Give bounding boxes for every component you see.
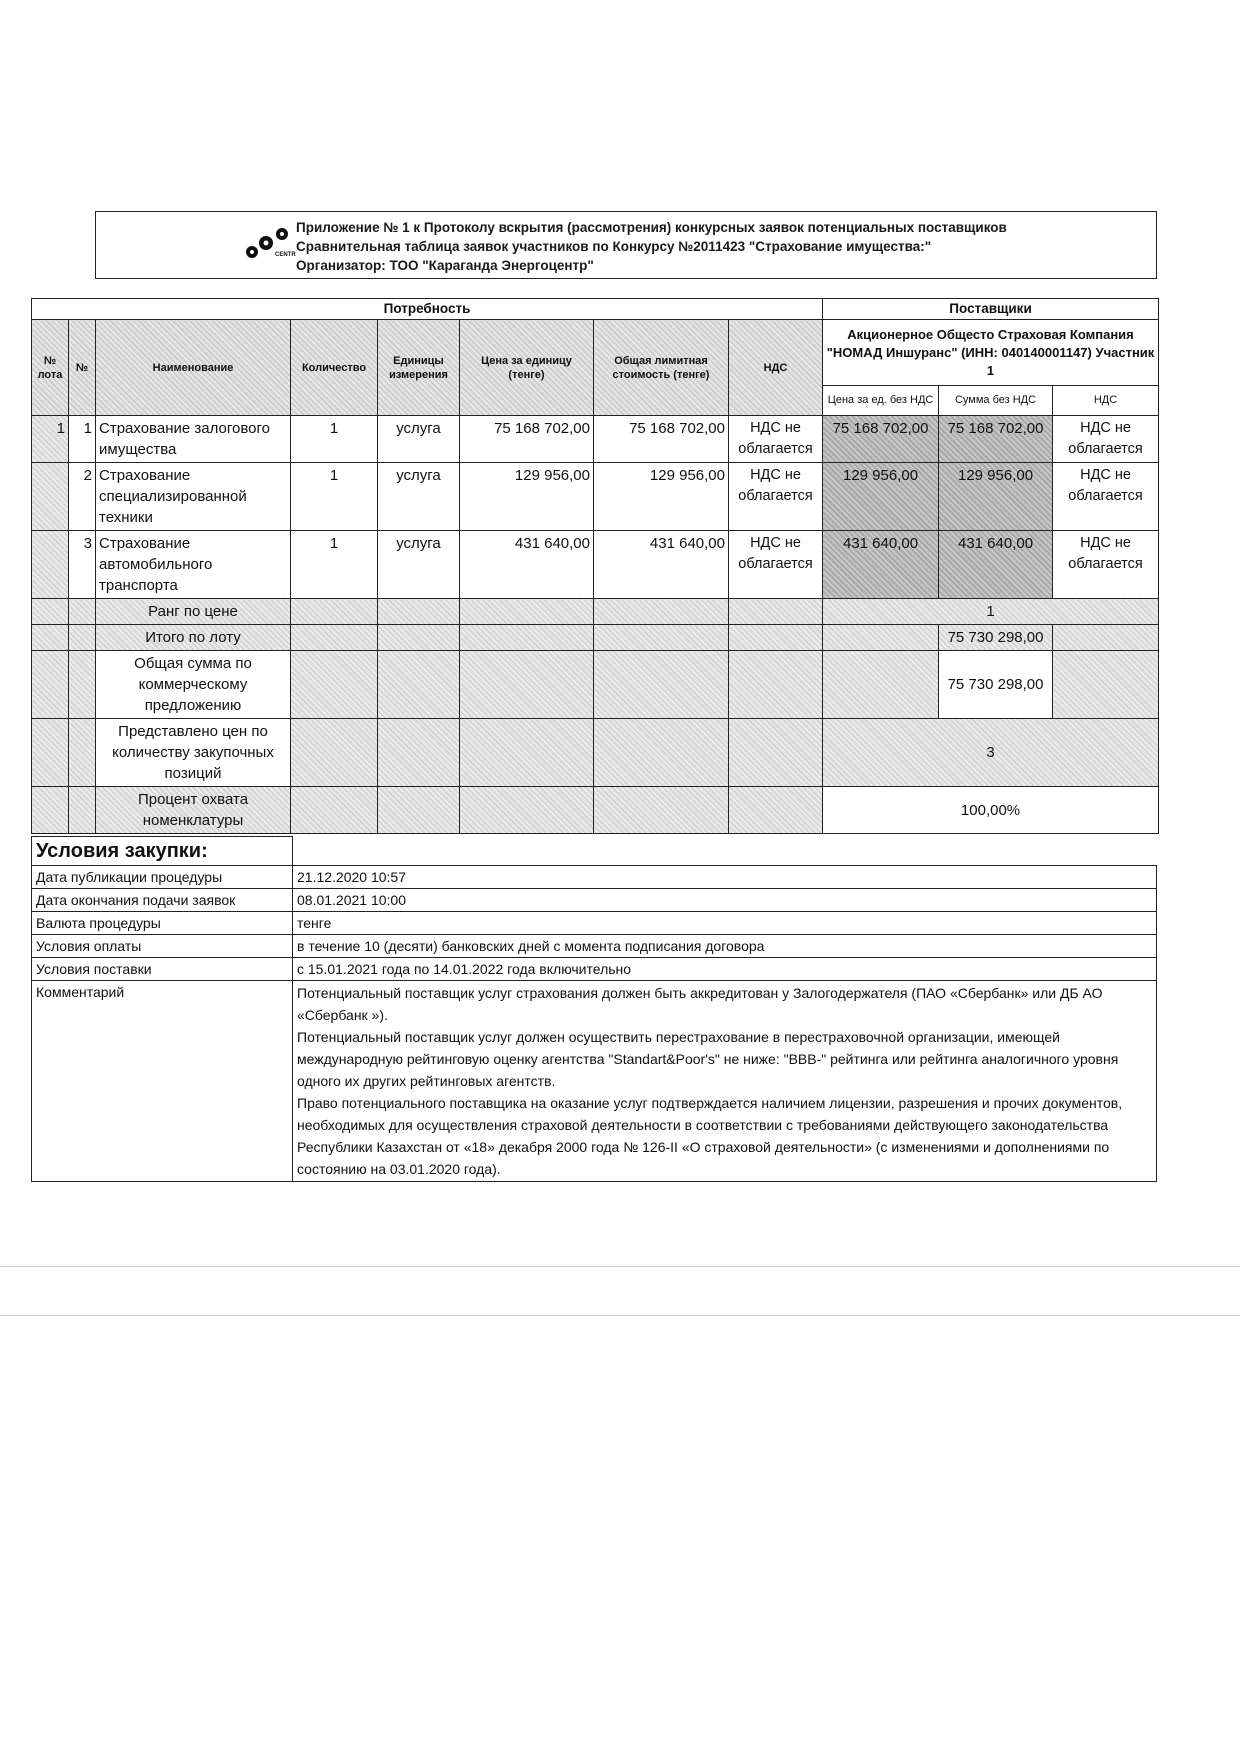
cell-total: 431 640,00 xyxy=(594,531,729,599)
condition-value: 08.01.2021 10:00 xyxy=(293,889,1157,912)
condition-row xyxy=(32,935,1157,958)
cell-unit-price: 129 956,00 xyxy=(460,463,594,531)
condition-value: тенге xyxy=(293,912,1157,935)
cell-supplier-sum: 75 168 702,00 xyxy=(939,416,1053,463)
cell-no: 1 xyxy=(69,416,96,463)
condition-label: Дата окончания подачи заявок xyxy=(32,889,293,912)
cell-lot: 1 xyxy=(32,416,69,463)
col-total-limit: Общая лимитная стоимость (тенге) xyxy=(594,320,729,416)
col-vat: НДС xyxy=(729,320,823,416)
col-unit-price: Цена за единицу (тенге) xyxy=(460,320,594,416)
cell-supplier-price: 431 640,00 xyxy=(823,531,939,599)
condition-label: Условия оплаты xyxy=(32,935,293,958)
cell-supplier-sum: 129 956,00 xyxy=(939,463,1053,531)
condition-label: Валюта процедуры xyxy=(32,912,293,935)
col-supplier-price: Цена за ед. без НДС xyxy=(823,386,939,416)
condition-label: Дата публикации процедуры xyxy=(32,866,293,889)
cell-name: Страхование залогового имущества xyxy=(96,416,291,463)
cell-supplier-vat: НДС не облагается xyxy=(1053,531,1159,599)
group-suppliers-header: Поставщики xyxy=(823,299,1159,320)
condition-value: с 15.01.2021 года по 14.01.2022 года включительно xyxy=(293,958,1157,981)
summary-row-lot-total xyxy=(32,625,1159,651)
cell-no: 3 xyxy=(69,531,96,599)
condition-value: 21.12.2020 10:57 xyxy=(293,866,1157,889)
cell-vat: НДС не облагается xyxy=(729,416,823,463)
cell-supplier-price: 75 168 702,00 xyxy=(823,416,939,463)
table-row xyxy=(32,531,1159,599)
summary-row-rank xyxy=(32,599,1159,625)
cell-name: Страхование автомобильного транспорта xyxy=(96,531,291,599)
company-logo xyxy=(244,226,304,262)
rank-value: 1 xyxy=(823,599,1159,625)
logo-text: CENTR xyxy=(275,252,296,258)
group-need-header: Потребность xyxy=(32,299,823,320)
table-row xyxy=(32,416,1159,463)
cell-lot xyxy=(32,463,69,531)
comment-label: Комментарий xyxy=(32,981,293,1182)
col-lot-no: № лота xyxy=(32,320,69,416)
comment-paragraph: Потенциальный поставщик услуг должен осуществить перестрахование в перестраховочной организации, имеющей международную рейтинговую оценку агентства "Standart&Poor's" не ниже: "BBB-" рейтинга или рейтинга аналогичного уровня одного их других рейтинговых агентств. xyxy=(297,1029,1119,1089)
cell-qty: 1 xyxy=(291,531,378,599)
condition-row xyxy=(32,958,1157,981)
condition-row-comment xyxy=(32,981,1157,1182)
positions-value: 3 xyxy=(823,719,1159,787)
supplier-name: Акционерное Общесто Страховая Компания "НОМАД Иншуранс" (ИНН: 040140001147) Участник 1 xyxy=(823,320,1159,386)
offer-total-label: Общая сумма по коммерческому предложению xyxy=(96,651,291,719)
conditions-title: Условия закупки: xyxy=(32,837,293,866)
offer-total-value: 75 730 298,00 xyxy=(939,651,1053,719)
cell-qty: 1 xyxy=(291,463,378,531)
cell-unit: услуга xyxy=(378,531,460,599)
procurement-conditions-table xyxy=(31,836,1157,1182)
col-unit: Единицы измерения xyxy=(378,320,460,416)
summary-row-coverage xyxy=(32,787,1159,834)
comparison-table xyxy=(31,298,1159,834)
lot-total-value: 75 730 298,00 xyxy=(939,625,1053,651)
condition-label: Условия поставки xyxy=(32,958,293,981)
cell-total: 75 168 702,00 xyxy=(594,416,729,463)
cell-supplier-price: 129 956,00 xyxy=(823,463,939,531)
lot-total-label: Итого по лоту xyxy=(96,625,291,651)
col-no: № xyxy=(69,320,96,416)
cell-lot xyxy=(32,531,69,599)
col-supplier-sum: Сумма без НДС xyxy=(939,386,1053,416)
header-line-3: Организатор: ТОО "Караганда Энергоцентр" xyxy=(296,258,594,273)
positions-label: Представлено цен по количеству закупочных позиций xyxy=(96,719,291,787)
col-supplier-vat: НДС xyxy=(1053,386,1159,416)
header-text xyxy=(296,218,1007,275)
page-divider xyxy=(0,1315,1240,1316)
cell-supplier-sum: 431 640,00 xyxy=(939,531,1053,599)
summary-row-offer-total xyxy=(32,651,1159,719)
coverage-value: 100,00% xyxy=(823,787,1159,834)
col-qty: Количество xyxy=(291,320,378,416)
cell-total: 129 956,00 xyxy=(594,463,729,531)
comment-paragraph: Потенциальный поставщик услуг страхования должен быть аккредитован у Залогодержателя (ПАО «Сбербанк» или ДБ АО «Сбербанк »). xyxy=(297,985,1103,1023)
cell-unit-price: 431 640,00 xyxy=(460,531,594,599)
summary-row-positions xyxy=(32,719,1159,787)
header-line-1: Приложение № 1 к Протоколу вскрытия (рассмотрения) конкурсных заявок потенциальных поставщиков xyxy=(296,220,1007,235)
table-row xyxy=(32,463,1159,531)
cell-qty: 1 xyxy=(291,416,378,463)
condition-value: в течение 10 (десяти) банковских дней с момента подписания договора xyxy=(293,935,1157,958)
document-header xyxy=(95,211,1157,279)
cell-unit-price: 75 168 702,00 xyxy=(460,416,594,463)
condition-row xyxy=(32,912,1157,935)
cell-unit: услуга xyxy=(378,463,460,531)
cell-unit: услуга xyxy=(378,416,460,463)
condition-row xyxy=(32,866,1157,889)
header-line-2: Сравнительная таблица заявок участников по Конкурсу №2011423 "Страхование имущества:" xyxy=(296,239,932,254)
cell-no: 2 xyxy=(69,463,96,531)
cell-vat: НДС не облагается xyxy=(729,463,823,531)
cell-supplier-vat: НДС не облагается xyxy=(1053,463,1159,531)
rank-label: Ранг по цене xyxy=(96,599,291,625)
page-divider xyxy=(0,1266,1240,1267)
comment-value xyxy=(293,981,1157,1182)
col-name: Наименование xyxy=(96,320,291,416)
coverage-label: Процент охвата номенклатуры xyxy=(96,787,291,834)
comment-paragraph: Право потенциального поставщика на оказание услуг подтверждается наличием лицензии, разрешения и прочих документов, необходимых для осуществления страховой деятельности в соответствии с требованиями действующего законодательства Республики Казахстан от «18» декабря 2000 года № 126-II «О страховой деятельности» (с изменениями и дополнениями по состоянию на 03.01.2020 года). xyxy=(297,1095,1123,1177)
cell-vat: НДС не облагается xyxy=(729,531,823,599)
cell-name: Страхование специализированной техники xyxy=(96,463,291,531)
condition-row xyxy=(32,889,1157,912)
cell-supplier-vat: НДС не облагается xyxy=(1053,416,1159,463)
